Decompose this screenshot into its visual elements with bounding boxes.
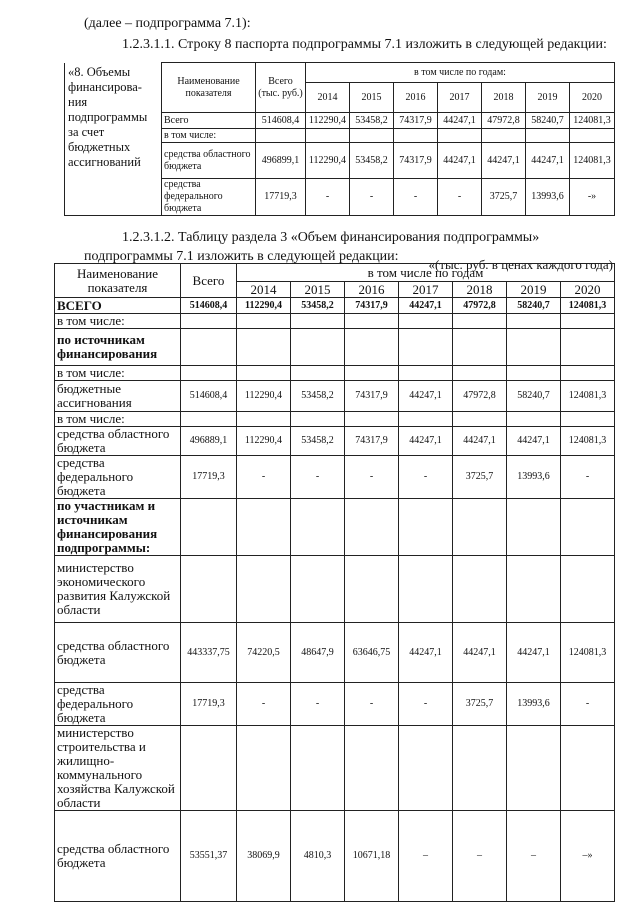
volume-row-label: средства областного бюджета [55, 811, 181, 902]
passport-empty-cell [438, 129, 482, 143]
passport-empty-cell [256, 129, 306, 143]
volume-empty-cell [507, 556, 561, 623]
volume-row-total: 17719,3 [181, 683, 237, 726]
volume-row-total: 53551,37 [181, 811, 237, 902]
volume-row [55, 811, 615, 902]
volume-cell: 44247,1 [399, 623, 453, 683]
passport-row-total: 17719,3 [256, 179, 306, 216]
passport-cell: 74317,9 [394, 113, 438, 129]
volume-empty-cell [291, 726, 345, 811]
volume-empty-cell [399, 329, 453, 366]
volume-cell: 38069,9 [237, 811, 291, 902]
volume-header-total: Всего [181, 264, 237, 298]
volume-cell: – [399, 811, 453, 902]
volume-header-years: в том числе по годам [237, 264, 615, 282]
volume-empty-cell [291, 556, 345, 623]
volume-empty-cell [561, 556, 615, 623]
passport-cell: 112290,4 [306, 113, 350, 129]
volume-empty-cell [237, 726, 291, 811]
volume-cell: 112290,4 [237, 427, 291, 456]
volume-empty-cell [399, 726, 453, 811]
passport-year-2019: 2019 [526, 83, 570, 113]
volume-cell: 124081,3 [561, 298, 615, 314]
volume-empty-cell [453, 314, 507, 329]
volume-row-label: средства областного бюджета [55, 623, 181, 683]
volume-cell: 47972,8 [453, 298, 507, 314]
volume-empty-cell [507, 726, 561, 811]
passport-cell: - [394, 179, 438, 216]
passport-cell: - [438, 179, 482, 216]
volume-cell: - [291, 683, 345, 726]
volume-empty-cell [345, 412, 399, 427]
passport-empty-cell [526, 129, 570, 143]
volume-row-label: министерство строительства и жилищно-коммунального хозяйства Калужской области [55, 726, 181, 811]
volume-cell: 3725,7 [453, 456, 507, 499]
volume-empty-cell [345, 314, 399, 329]
volume-empty-cell [237, 329, 291, 366]
volume-cell: 58240,7 [507, 298, 561, 314]
volume-empty-cell [399, 314, 453, 329]
passport-cell: -» [570, 179, 615, 216]
volume-cell: 47972,8 [453, 381, 507, 412]
volume-row [55, 726, 615, 811]
volume-cell: – [507, 811, 561, 902]
passport-cell: 124081,3 [570, 143, 615, 179]
volume-cell: - [561, 456, 615, 499]
volume-row-label: в том числе: [55, 314, 181, 329]
volume-empty-cell [453, 366, 507, 381]
passport-cell: 53458,2 [350, 143, 394, 179]
passport-empty-cell [394, 129, 438, 143]
volume-empty-cell [561, 366, 615, 381]
volume-row [55, 456, 615, 499]
volume-empty-cell [181, 556, 237, 623]
volume-cell: - [291, 456, 345, 499]
volume-cell: 44247,1 [399, 427, 453, 456]
volume-row [55, 381, 615, 412]
passport-year-2018: 2018 [482, 83, 526, 113]
volume-row [55, 366, 615, 381]
volume-cell: 124081,3 [561, 623, 615, 683]
volume-empty-cell [561, 329, 615, 366]
volume-cell: 44247,1 [399, 298, 453, 314]
volume-row [55, 314, 615, 329]
volume-empty-cell [291, 499, 345, 556]
volume-empty-cell [399, 366, 453, 381]
volume-empty-cell [399, 499, 453, 556]
paragraph-1-2-3-1-2: 1.2.3.1.2. Таблицу раздела 3 «Объем финансирования подпрограммы» [122, 230, 540, 245]
passport-financing-table [64, 62, 615, 216]
passport-empty-cell [482, 129, 526, 143]
volume-row-total: 514608,4 [181, 381, 237, 412]
volume-year-2014: 2014 [237, 282, 291, 298]
intro-line: (далее – подпрограмма 7.1): [84, 16, 251, 31]
volume-row [55, 556, 615, 623]
volume-empty-cell [507, 366, 561, 381]
volume-empty-cell [507, 499, 561, 556]
volume-row-total: 17719,3 [181, 456, 237, 499]
passport-year-2020: 2020 [570, 83, 615, 113]
passport-row-label: Всего [162, 113, 256, 129]
volume-empty-cell [399, 556, 453, 623]
volume-row [55, 329, 615, 366]
volume-header-row [55, 264, 615, 282]
volume-year-2018: 2018 [453, 282, 507, 298]
volume-empty-cell [237, 366, 291, 381]
passport-row-label: средства федерального бюджета [162, 179, 256, 216]
volume-empty-cell [181, 726, 237, 811]
volume-year-2015: 2015 [291, 282, 345, 298]
volume-cell: 44247,1 [453, 427, 507, 456]
volume-row-total: 443337,75 [181, 623, 237, 683]
passport-year-2014: 2014 [306, 83, 350, 113]
volume-cell: 4810,3 [291, 811, 345, 902]
passport-outer-label: «8. Объемы финансирова-ния подпрограммы за счет бюджетных ассигнований [65, 63, 162, 216]
volume-cell: - [561, 683, 615, 726]
paragraph-continuation: подпрограммы 7.1 изложить в следующей редакции: [84, 249, 399, 264]
passport-cell: - [306, 179, 350, 216]
volume-empty-cell [237, 314, 291, 329]
volume-empty-cell [345, 366, 399, 381]
volume-empty-cell [453, 412, 507, 427]
volume-row [55, 499, 615, 556]
volume-row-label: по участникам и источникам финансирования подпрограммы: [55, 499, 181, 556]
volume-cell: 13993,6 [507, 456, 561, 499]
passport-cell: 47972,8 [482, 113, 526, 129]
volume-empty-cell [561, 412, 615, 427]
volume-row [55, 683, 615, 726]
volume-cell: 112290,4 [237, 381, 291, 412]
volume-row-label: в том числе: [55, 366, 181, 381]
volume-cell: 124081,3 [561, 427, 615, 456]
volume-row-label: ВСЕГО [55, 298, 181, 314]
paragraph-1-2-3-1-1: 1.2.3.1.1. Строку 8 паспорта подпрограммы 7.1 изложить в следующей редакции: [122, 37, 607, 52]
volume-row-total: 514608,4 [181, 298, 237, 314]
volume-year-2016: 2016 [345, 282, 399, 298]
volume-cell: 53458,2 [291, 381, 345, 412]
passport-year-2017: 2017 [438, 83, 482, 113]
volume-empty-cell [561, 726, 615, 811]
volume-empty-cell [181, 412, 237, 427]
units-note: «(тыс. руб. в ценах каждого года) [428, 257, 613, 272]
volume-cell: - [399, 683, 453, 726]
passport-empty-cell [306, 129, 350, 143]
volume-cell: 48647,9 [291, 623, 345, 683]
volume-empty-cell [237, 556, 291, 623]
volume-empty-cell [237, 499, 291, 556]
volume-cell: 58240,7 [507, 381, 561, 412]
volume-row-label: министерство экономического развития Калужской области [55, 556, 181, 623]
passport-empty-cell [350, 129, 394, 143]
volume-empty-cell [181, 366, 237, 381]
volume-empty-cell [291, 314, 345, 329]
passport-cell: 44247,1 [438, 143, 482, 179]
volume-empty-cell [561, 499, 615, 556]
volume-cell: 3725,7 [453, 683, 507, 726]
passport-year-2015: 2015 [350, 83, 394, 113]
passport-cell: 112290,4 [306, 143, 350, 179]
volume-cell: –» [561, 811, 615, 902]
volume-row-label: средства федерального бюджета [55, 683, 181, 726]
passport-row-label: средства областного бюджета [162, 143, 256, 179]
volume-empty-cell [507, 314, 561, 329]
volume-empty-cell [181, 314, 237, 329]
volume-row-label: в том числе: [55, 412, 181, 427]
volume-empty-cell [399, 412, 453, 427]
volume-row [55, 427, 615, 456]
volume-cell: 74317,9 [345, 427, 399, 456]
volume-empty-cell [181, 329, 237, 366]
volume-cell: 44247,1 [453, 623, 507, 683]
volume-header-name: Наименование показателя [55, 264, 181, 298]
volume-empty-cell [507, 412, 561, 427]
volume-cell: 10671,18 [345, 811, 399, 902]
volume-cell: – [453, 811, 507, 902]
volume-empty-cell [453, 329, 507, 366]
volume-cell: - [345, 456, 399, 499]
passport-header-name: Наименование показателя [162, 63, 256, 113]
passport-cell: - [350, 179, 394, 216]
passport-row-label: в том числе: [162, 129, 256, 143]
volume-row [55, 623, 615, 683]
passport-header-row [65, 63, 615, 83]
volume-row-label: средства областного бюджета [55, 427, 181, 456]
passport-cell: 53458,2 [350, 113, 394, 129]
volume-empty-cell [291, 329, 345, 366]
volume-empty-cell [291, 412, 345, 427]
subprogram-financing-table [54, 263, 615, 902]
volume-row-total: 496889,1 [181, 427, 237, 456]
volume-cell: 44247,1 [399, 381, 453, 412]
volume-year-2019: 2019 [507, 282, 561, 298]
passport-empty-cell [570, 129, 615, 143]
passport-row-total: 496899,1 [256, 143, 306, 179]
volume-empty-cell [453, 726, 507, 811]
volume-row [55, 412, 615, 427]
volume-cell: 13993,6 [507, 683, 561, 726]
volume-empty-cell [453, 556, 507, 623]
volume-cell: 53458,2 [291, 298, 345, 314]
passport-cell: 124081,3 [570, 113, 615, 129]
passport-cell: 58240,7 [526, 113, 570, 129]
volume-year-2017: 2017 [399, 282, 453, 298]
volume-cell: 74317,9 [345, 298, 399, 314]
passport-header-years: в том числе по годам: [306, 63, 615, 83]
volume-row-label: бюджетные ассигнования [55, 381, 181, 412]
volume-empty-cell [345, 329, 399, 366]
volume-cell: 44247,1 [507, 623, 561, 683]
volume-cell: 53458,2 [291, 427, 345, 456]
volume-empty-cell [291, 366, 345, 381]
passport-cell: 44247,1 [482, 143, 526, 179]
passport-year-2016: 2016 [394, 83, 438, 113]
volume-cell: 124081,3 [561, 381, 615, 412]
volume-cell: 112290,4 [237, 298, 291, 314]
volume-row-label: по источникам финансирования [55, 329, 181, 366]
volume-row-label: средства федерального бюджета [55, 456, 181, 499]
volume-cell: - [399, 456, 453, 499]
passport-cell: 44247,1 [438, 113, 482, 129]
passport-cell: 3725,7 [482, 179, 526, 216]
passport-cell: 13993,6 [526, 179, 570, 216]
volume-cell: 44247,1 [507, 427, 561, 456]
volume-empty-cell [453, 499, 507, 556]
volume-empty-cell [237, 412, 291, 427]
volume-empty-cell [345, 499, 399, 556]
volume-empty-cell [181, 499, 237, 556]
passport-header-total: Всего (тыс. руб.) [256, 63, 306, 113]
volume-cell: 63646,75 [345, 623, 399, 683]
passport-row-total: 514608,4 [256, 113, 306, 129]
volume-cell: 74317,9 [345, 381, 399, 412]
passport-cell: 44247,1 [526, 143, 570, 179]
volume-cell: 74220,5 [237, 623, 291, 683]
passport-cell: 74317,9 [394, 143, 438, 179]
volume-cell: - [237, 456, 291, 499]
volume-row [55, 298, 615, 314]
volume-empty-cell [561, 314, 615, 329]
volume-empty-cell [507, 329, 561, 366]
volume-cell: - [345, 683, 399, 726]
volume-year-2020: 2020 [561, 282, 615, 298]
volume-cell: - [237, 683, 291, 726]
volume-empty-cell [345, 726, 399, 811]
volume-empty-cell [345, 556, 399, 623]
